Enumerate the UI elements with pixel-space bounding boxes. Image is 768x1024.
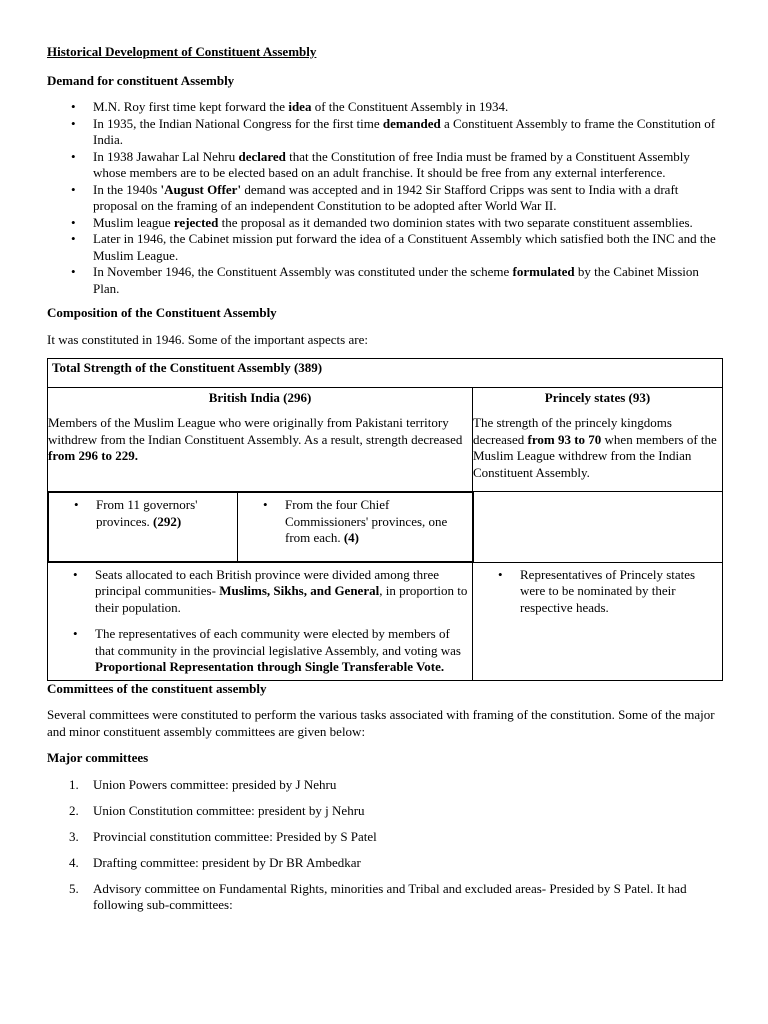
list-item: • Seats allocated to each British province were divided among three principal communities- Muslims, Sikhs, and General, in proportion to their population.	[48, 567, 472, 617]
list-item: • Muslim league rejected the proposal as it demanded two dominion states with two separate constituent assemblies.	[47, 215, 722, 232]
major-committees-list	[47, 777, 722, 914]
major-committees-heading: Major committees	[47, 750, 149, 765]
list-item: • Later in 1946, the Cabinet mission put forward the idea of a Constituent Assembly which satisfied both the INC and the Muslim League.	[47, 231, 722, 264]
composition-table	[47, 358, 723, 681]
british-india-cell	[48, 387, 473, 492]
list-item: 1. Union Powers committee: presided by J Nehru	[69, 776, 337, 792]
list-item: • From the four Chief Commissioners' provinces, one from each. (4)	[238, 497, 473, 547]
composition-heading: Composition of the Constituent Assembly	[47, 305, 277, 320]
composition-intro: It was constituted in 1946. Some of the important aspects are:	[47, 331, 368, 347]
committees-intro: Several committees were constituted to perform the various tasks associated with framing of the constitution. Some of the major and minor constituent assembly committees are given below:	[47, 707, 715, 739]
table-total-strength: Total Strength of the Constituent Assembly (389)	[48, 359, 723, 388]
seat-allocation-cell	[48, 562, 473, 680]
chief-commissioners-cell	[238, 493, 474, 562]
provinces-cell	[48, 492, 473, 563]
demand-heading: Demand for constituent Assembly	[47, 72, 235, 88]
list-item: 4. Drafting committee: president by Dr BR Ambedkar	[69, 854, 361, 870]
princely-states-heading: Princely states (93)	[544, 389, 651, 405]
governors-provinces-cell	[49, 493, 238, 562]
list-item: • In 1935, the Indian National Congress for the first time demanded a Constituent Assembly to frame the Constitution of India.	[47, 116, 722, 149]
provinces-inner-table	[48, 492, 474, 562]
princely-states-cell	[473, 387, 723, 492]
committees-heading: Committees of the constituent assembly	[47, 680, 267, 696]
empty-cell	[473, 492, 723, 563]
list-item: • M.N. Roy first time kept forward the idea of the Constituent Assembly in 1934.	[47, 99, 722, 116]
demand-list	[47, 99, 722, 297]
british-india-heading: British India (296)	[208, 389, 312, 405]
list-item: • The representatives of each community were elected by members of that community in the provincial legislative Assembly, and voting was Proportional Representation through Single Transferable Vote.	[48, 626, 472, 676]
list-item: 3. Provincial constitution committee: Presided by S Patel	[69, 828, 377, 844]
british-india-text: Members of the Muslim League who were originally from Pakistani territory withdrew from the Indian Constituent Assembly. As a result, strength decreased from 296 to 229.	[48, 415, 463, 463]
princely-states-text: The strength of the princely kingdoms decreased from 93 to 70 when members of the Muslim League withdrew from the Indian Constituent Assembly.	[473, 415, 717, 480]
princely-representatives-cell	[473, 562, 723, 680]
list-item: 2. Union Constitution committee: president by j Nehru	[69, 802, 365, 818]
page-title: Historical Development of Constituent Assembly	[47, 44, 317, 59]
list-item: • In 1938 Jawahar Lal Nehru declared that the Constitution of free India must be framed by a Constituent Assembly whose members are to be elected based on an adult franchise. It should be free from any external interference.	[47, 149, 722, 182]
list-item: • From 11 governors' provinces. (292)	[49, 497, 237, 530]
list-item: 5. Advisory committee on Fundamental Rights, minorities and Tribal and excluded areas- Presided by S Patel. It had following sub-committees:	[69, 880, 687, 912]
list-item: • Representatives of Princely states were to be nominated by their respective heads.	[473, 567, 722, 617]
list-item: • In the 1940s 'August Offer' demand was accepted and in 1942 Sir Stafford Cripps was sent to India with a draft proposal on the framing of an independent Constitution to be adopted after World War II.	[47, 182, 722, 215]
list-item: • In November 1946, the Constituent Assembly was constituted under the scheme formulated by the Cabinet Mission Plan.	[47, 264, 722, 297]
document-page	[47, 44, 722, 923]
